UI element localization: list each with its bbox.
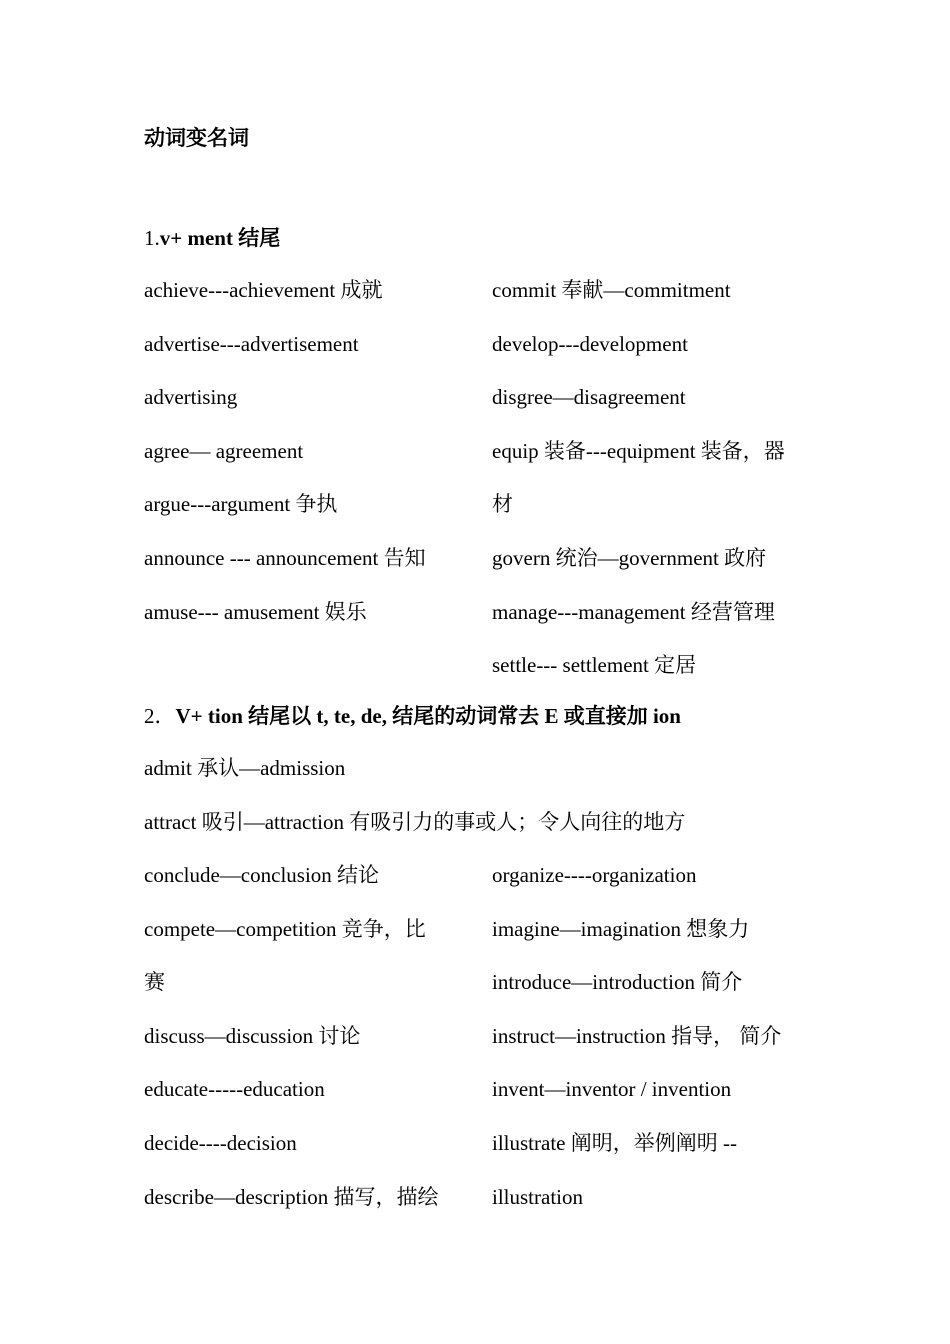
section-1-heading [144,222,280,252]
section-2-right-column [492,849,822,1224]
section-2-heading [144,700,681,730]
list-item: advertising [144,385,238,410]
list-item: settle--- settlement 定居 [492,653,697,678]
list-item: illustrate 阐明，举例阐明 -- [492,1130,737,1155]
list-item: imagine—imagination 想象力 [492,916,750,941]
section-1-title: v+ ment 结尾 [159,226,281,250]
page-title: 动词变名词 [144,126,249,150]
list-item: illustration [492,1184,583,1209]
list-item: invent—inventor / invention [492,1077,732,1102]
list-item: admit 承认—admission [144,756,346,780]
list-item: commit 奉献—commitment [492,278,731,302]
list-item: attract 吸引—attraction 有吸引力的事或人；令人向往的地方 [144,810,686,834]
list-item: 赛 [144,970,165,995]
list-item: introduce—introduction 简介 [492,970,743,995]
list-item: govern 统治—government 政府 [492,545,767,570]
list-item: advertise---advertisement [144,331,359,356]
list-item: instruct—instruction 指导， 简介 [492,1023,782,1048]
list-item: achieve---achievement 成就 [144,278,383,302]
list-item: agree— agreement [144,438,304,463]
section-1-right-column [492,264,822,693]
list-item: organize----organization [492,863,697,887]
list-item: amuse--- amusement 娱乐 [144,599,367,624]
list-item: argue---argument 争执 [144,492,338,517]
section-2-left-column [144,849,474,1224]
section-1-left-column [144,264,474,639]
list-item: conclude—conclusion 结论 [144,863,380,887]
list-item: develop---development [492,331,688,356]
list-item: compete—competition 竞争，比 [144,916,426,941]
list-item: manage---management 经营管理 [492,599,775,624]
list-item: equip 装备---equipment 装备，器 [492,438,785,463]
list-item: 材 [492,492,513,517]
list-item: educate-----education [144,1077,325,1102]
list-item: announce --- announcement 告知 [144,545,426,570]
list-item: disgree—disagreement [492,385,686,410]
list-item: decide----decision [144,1130,297,1155]
section-1-number: 1. [144,226,160,250]
list-item: describe—description 描写，描绘 [144,1184,439,1209]
section-2-title: V+ tion 结尾以 t, te, de, 结尾的动词常去 E 或直接加 ion [175,704,681,728]
section-2-number: 2． [144,704,176,728]
list-item: discuss—discussion 讨论 [144,1023,361,1048]
